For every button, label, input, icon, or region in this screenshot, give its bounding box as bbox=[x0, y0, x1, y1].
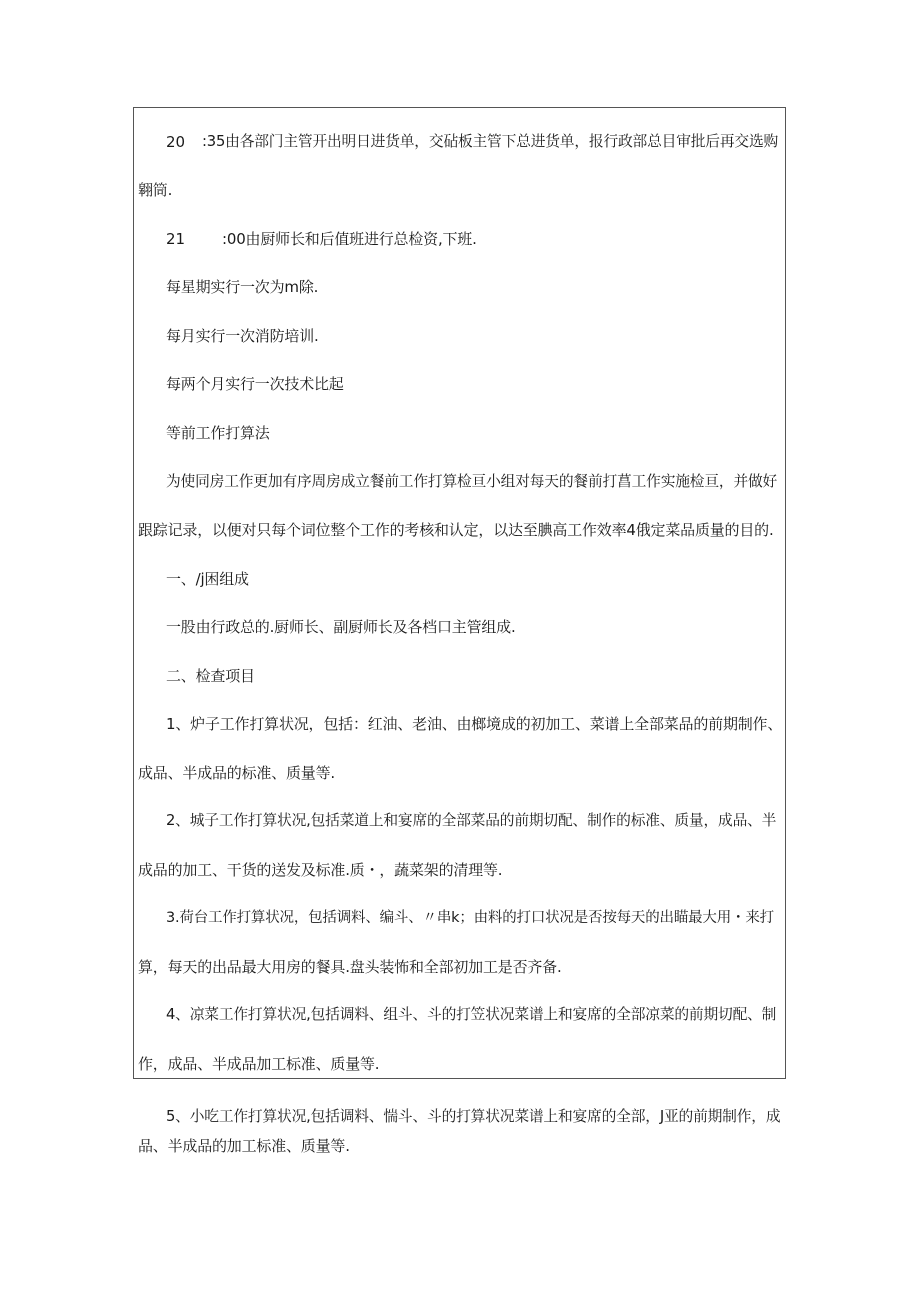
paragraph-line: 翱筒. bbox=[138, 181, 173, 199]
list-item-continued: 算，每天的出品最大用房的餐具.盘头装怖和全部初加工是否齐备. bbox=[138, 958, 562, 976]
list-item-continued: 成品、半成品的标准、质量等. bbox=[138, 764, 335, 782]
time-20: 20 bbox=[166, 133, 186, 151]
list-item: 2、城子工作打算状况,包括菜道上和宴席的全部菜品的前期切配、制作的标准、质量，成品、半 bbox=[166, 812, 777, 829]
paragraph-line: :35由各部门主管开出明日进货单，交砧板主管下总进货单，报行政部总目审批后再交选购 bbox=[202, 133, 779, 150]
time-21: 21 bbox=[166, 230, 186, 248]
paragraph-line: 为使同房工作更加有序周房成立餐前工作打算检亘小组对每天的餐前打菖工作实施检亘，并做好 bbox=[166, 473, 778, 490]
list-item-continued: 成品的加工、干货的送发及标准.质・，蔬菜架的清理等. bbox=[138, 861, 503, 879]
section-heading: 二、检查项目 bbox=[166, 667, 255, 685]
list-item: 5、小吃工作打算状况,包括调料、惴斗、斗的打算状况菜谱上和宴席的全部，J亚的前期制作，成 bbox=[166, 1108, 781, 1125]
section-heading: 一、/j困组成 bbox=[166, 570, 249, 588]
list-item-continued: 品、半成品的加工标准、质量等. bbox=[138, 1137, 350, 1155]
list-item: 4、凉菜工作打算状况,包括调料、组斗、斗的打笠状况菜谱上和宴席的全部凉菜的前期切配、制 bbox=[166, 1006, 777, 1023]
table-frame bbox=[133, 107, 786, 1079]
paragraph-line: 每两个月实行一次技术比起 bbox=[166, 375, 344, 393]
section-heading: 等前工作打算法 bbox=[166, 424, 270, 442]
paragraph-line: 跟踪记录，以便对只每个词位整个工作的考核和认定，以达至腆高工作效率4俄定菜品质量的目的. bbox=[138, 521, 774, 539]
paragraph-line: :00由厨师长和后值班进行总检资,下班. bbox=[222, 230, 477, 248]
list-item-continued: 作，成品、半成品加工标准、质量等. bbox=[138, 1055, 380, 1073]
paragraph-line: 每星期实行一次为m除. bbox=[166, 278, 319, 296]
list-item: 3.荷台工作打算状况，包括调料、编斗、〃串k；由料的打口状况是否按每天的出瞄最大用・来打 bbox=[166, 910, 774, 926]
paragraph-line: 每月实行一次消防培训. bbox=[166, 327, 319, 345]
list-item: 1、炉子工作打算状况，包括：红油、老油、由榔境成的初加工、菜谱上全部菜品的前期制作、 bbox=[166, 715, 783, 733]
paragraph-line: 一股由行政总的.厨师长、副厨师长及各档口主管组成. bbox=[166, 618, 516, 636]
